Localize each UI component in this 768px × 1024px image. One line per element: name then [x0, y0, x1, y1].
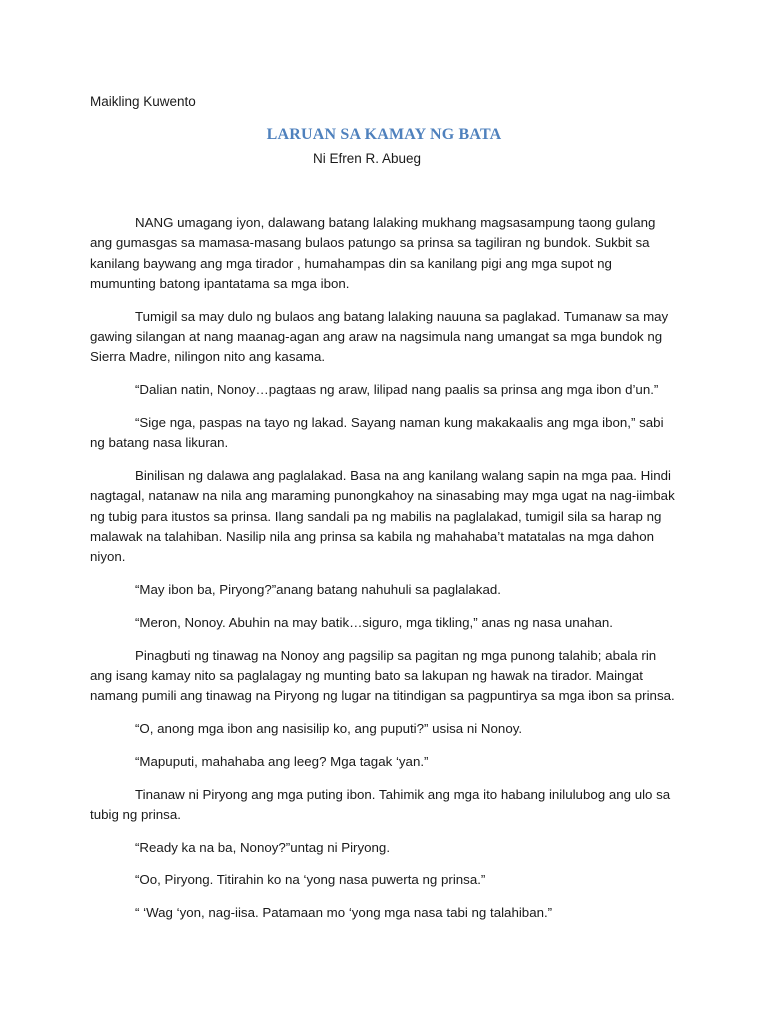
paragraph: Tinanaw ni Piryong ang mga puting ibon. Tahimik ang mga ito habang inilulubog ang ulo sa tubig ng prinsa. — [90, 786, 671, 822]
paragraph: “O, anong mga ibon ang nasisilip ko, ang puputi?” usisa ni Nonoy. — [135, 720, 523, 736]
paragraph: NANG umagang iyon, dalawang batang lalaking mukhang magsasampung taong gulang ang gumasgas sa mamasa-masang bulaos patungo sa prinsa sa tagiliran ng bundok. Sukbit sa kanilang baywang ang mga tirador , humahampas din sa kanilang pigi ang mga supot ng mumunting batong ipantatama sa mga ibon. — [90, 215, 656, 291]
paragraph: “Meron, Nonoy. Abuhin na may batik…siguro, mga tikling,” anas ng nasa unahan. — [135, 614, 613, 630]
genre-label: Maikling Kuwento — [90, 94, 196, 109]
paragraph: Pinagbuti ng tinawag na Nonoy ang pagsilip sa pagitan ng mga punong talahib; abala rin ang isang kamay nito sa paglalagay ng munting bato sa lakupan ng hawak na tirador. Maingat namang pumili ang tinawag na Piryong ng lugar na titindigan sa pagpuntirya sa mga ibon sa prinsa. — [90, 647, 675, 704]
paragraph: “ ‘Wag ‘yon, nag-iisa. Patamaan mo ‘yong mga nasa tabi ng talahiban.” — [135, 905, 553, 921]
paragraph: “Oo, Piryong. Titirahin ko na ‘yong nasa puwerta ng prinsa.” — [135, 872, 486, 888]
paragraph: Binilisan ng dalawa ang paglalakad. Basa na ang kanilang walang sapin na mga paa. Hindi nagtagal, natanaw na nila ang maraming punongkahoy na sinasabing may mga ugat na nag-iimbak ng tubig para itustos sa prinsa. Ilang sandali pa ng mabilis na paglalakad, tumigil sila sa harap ng malawak na talahiban. Nasilip nila ang prinsa sa kabila ng mahahaba’t matatalas na mga dahon niyon. — [90, 467, 675, 565]
paragraph: “Ready ka na ba, Nonoy?”untag ni Piryong. — [135, 839, 391, 855]
paragraph: “Mapuputi, mahahaba ang leeg? Mga tagak ‘yan.” — [135, 753, 429, 769]
paragraph: Tumigil sa may dulo ng bulaos ang batang lalaking nauuna sa paglakad. Tumanaw sa may gawing silangan at nang maanag-agan ang araw na nagsimula nang umangat sa mga bundok ng Sierra Madre, nilingon nito ang kasama. — [90, 308, 669, 365]
paragraph: “Sige nga, paspas na tayo ng lakad. Sayang naman kung makakaalis ang mga ibon,” sabi ng batang nasa likuran. — [90, 414, 664, 451]
paragraph: “Dalian natin, Nonoy…pagtaas ng araw, lilipad nang paalis sa prinsa ang mga ibon d’un.” — [135, 382, 659, 398]
author-byline: Ni Efren R. Abueg — [313, 151, 422, 166]
story-body — [90, 213, 680, 936]
story-title: LARUAN SA KAMAY NG BATA — [266, 126, 502, 143]
paragraph: “May ibon ba, Piryong?”anang batang nahuhuli sa paglalakad. — [135, 581, 501, 597]
